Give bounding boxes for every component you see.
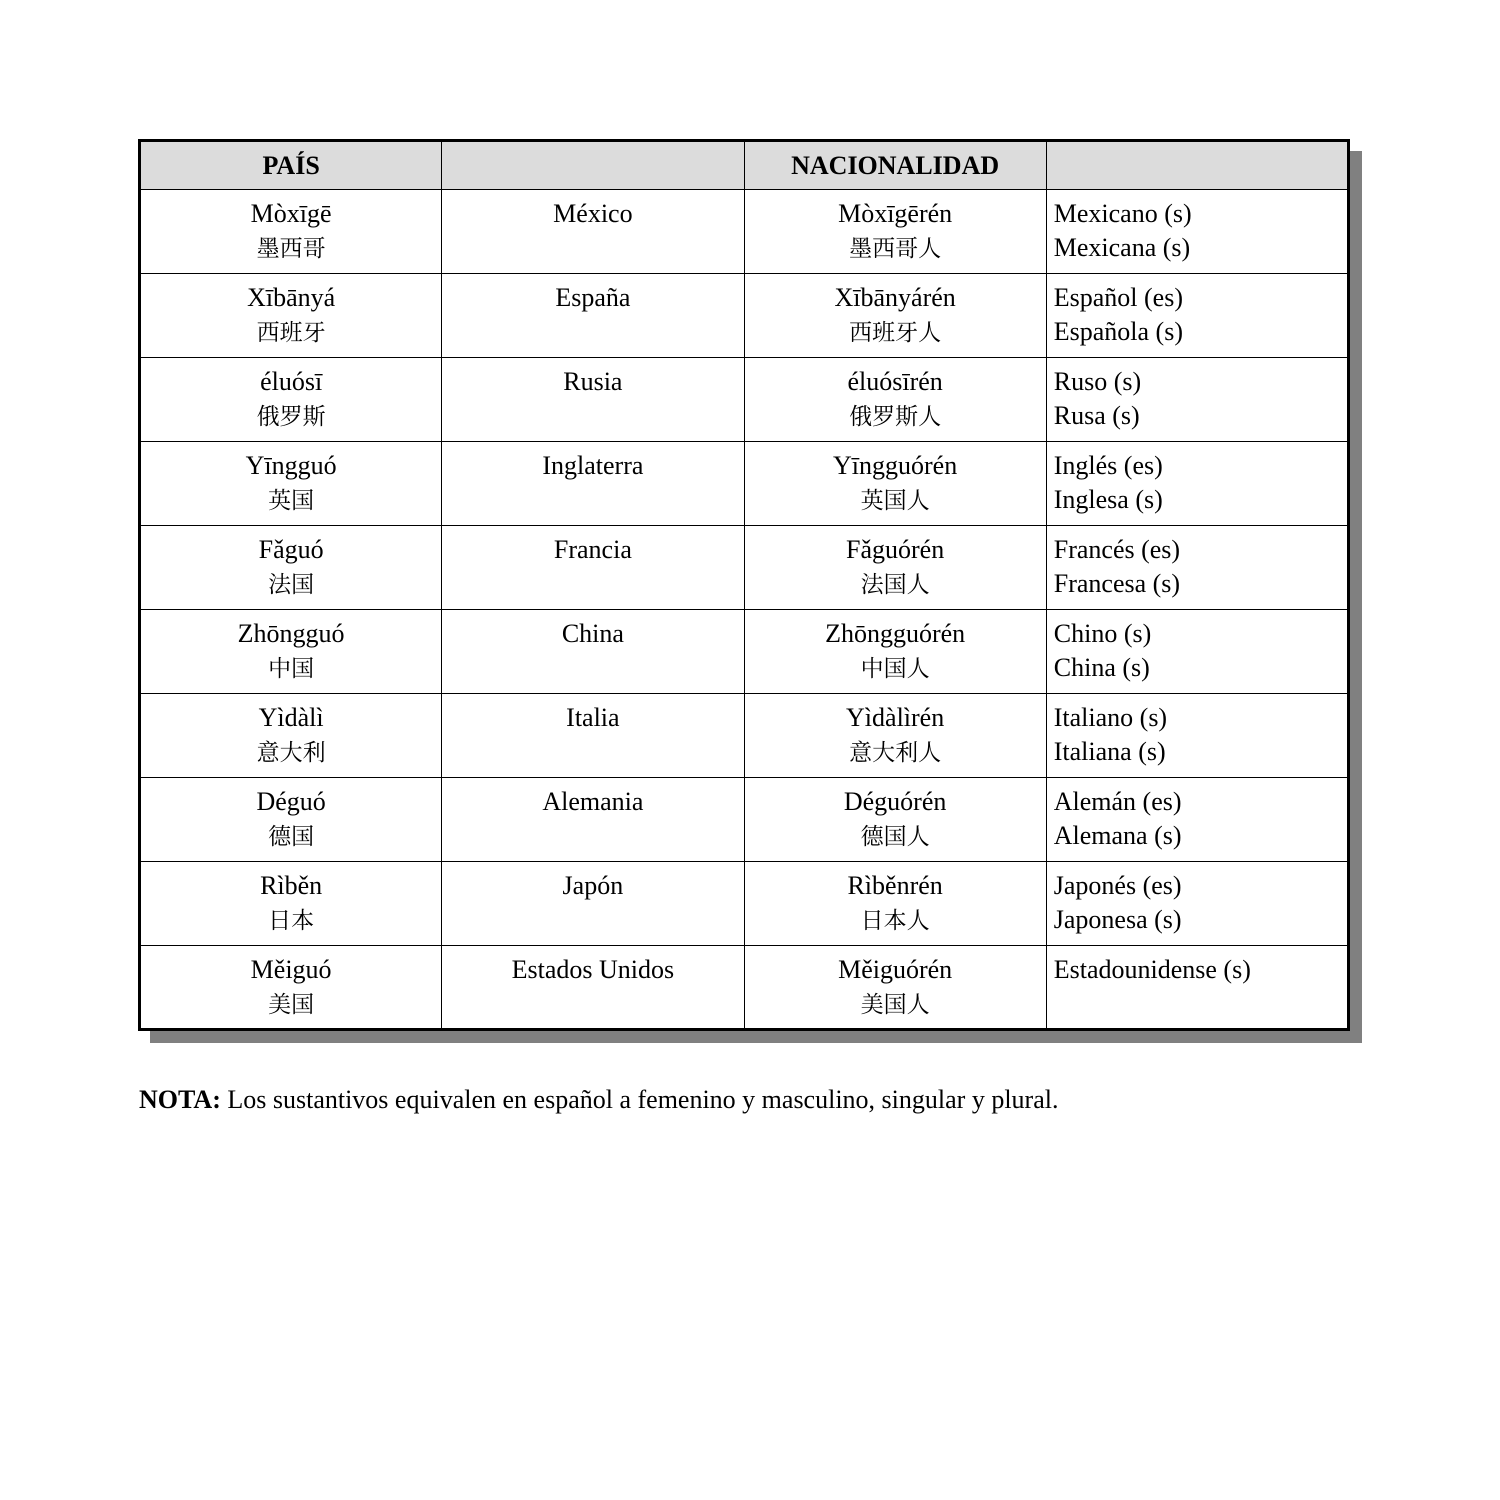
- cell-pais-es: [442, 946, 744, 1030]
- table-row: [140, 190, 1349, 274]
- cell-nacionalidad-es: [1046, 274, 1348, 358]
- table-row: [140, 442, 1349, 526]
- table-row: [140, 610, 1349, 694]
- countries-nationalities-table: [138, 139, 1350, 1031]
- header-nacionalidad-es: [1046, 141, 1348, 190]
- cell-nacionalidad: [744, 946, 1046, 1030]
- cell-nacionalidad-es: [1046, 778, 1348, 862]
- cell-pais-es: [442, 526, 744, 610]
- table-row: [140, 274, 1349, 358]
- cell-nacionalidad: [744, 778, 1046, 862]
- nacionalidad-masculine: Chino (s): [1053, 619, 1152, 648]
- pais-hanzi: 西班牙: [256, 320, 326, 346]
- cell-nacionalidad-es: [1046, 190, 1348, 274]
- header-nacionalidad: NACIONALIDAD: [744, 141, 1046, 190]
- pais-pinyin: Yīngguó: [245, 451, 337, 480]
- pais-spanish: México: [553, 199, 633, 228]
- nacionalidad-masculine: Mexicano (s): [1053, 199, 1192, 228]
- nacionalidad-feminine: Rusa (s): [1053, 401, 1140, 430]
- cell-nacionalidad: [744, 526, 1046, 610]
- nacionalidad-masculine: Italiano (s): [1053, 703, 1168, 732]
- header-pais: PAÍS: [140, 141, 442, 190]
- pais-hanzi: 法国: [268, 572, 315, 598]
- nacionalidad-hanzi: 德国人: [860, 824, 930, 850]
- nacionalidad-masculine: Japonés (es): [1053, 871, 1182, 900]
- nacionalidad-hanzi: 西班牙人: [849, 320, 942, 346]
- cell-nacionalidad-es: [1046, 862, 1348, 946]
- cell-pais: [140, 442, 442, 526]
- pais-hanzi: 英国: [268, 488, 315, 514]
- table-row: [140, 862, 1349, 946]
- countries-table-container: [138, 139, 1350, 1031]
- nacionalidad-feminine: Japonesa (s): [1053, 905, 1182, 934]
- pais-spanish: Italia: [566, 703, 620, 732]
- cell-nacionalidad-es: [1046, 442, 1348, 526]
- pais-hanzi: 墨西哥: [256, 236, 326, 262]
- nacionalidad-pinyin: Déguórén: [843, 787, 947, 816]
- pais-hanzi: 中国: [268, 656, 315, 682]
- pais-spanish: Francia: [553, 535, 632, 564]
- cell-nacionalidad-es: [1046, 694, 1348, 778]
- pais-spanish: Estados Unidos: [511, 955, 675, 984]
- cell-nacionalidad: [744, 274, 1046, 358]
- cell-pais: [140, 358, 442, 442]
- cell-pais: [140, 526, 442, 610]
- cell-nacionalidad-es: [1046, 526, 1348, 610]
- nacionalidad-feminine: Española (s): [1053, 317, 1183, 346]
- cell-pais-es: [442, 694, 744, 778]
- note-paragraph: [139, 1083, 1058, 1117]
- cell-pais-es: [442, 190, 744, 274]
- cell-nacionalidad-es: [1046, 358, 1348, 442]
- nacionalidad-pinyin: Zhōngguórén: [825, 619, 966, 648]
- pais-spanish: Japón: [562, 871, 624, 900]
- pais-hanzi: 德国: [268, 824, 315, 850]
- nacionalidad-hanzi: 美国人: [860, 992, 930, 1018]
- nacionalidad-feminine: Inglesa (s): [1053, 485, 1163, 514]
- pais-hanzi: 美国: [268, 992, 315, 1018]
- cell-pais-es: [442, 274, 744, 358]
- cell-pais: [140, 694, 442, 778]
- cell-pais: [140, 946, 442, 1030]
- cell-nacionalidad: [744, 358, 1046, 442]
- nacionalidad-feminine: Mexicana (s): [1053, 233, 1191, 262]
- cell-nacionalidad: [744, 190, 1046, 274]
- pais-pinyin: Rìběn: [260, 871, 323, 900]
- pais-spanish: Alemania: [542, 787, 644, 816]
- cell-pais: [140, 862, 442, 946]
- pais-pinyin: Zhōngguó: [237, 619, 345, 648]
- pais-hanzi: 俄罗斯: [256, 404, 326, 430]
- table-row: [140, 946, 1349, 1030]
- nacionalidad-masculine: Español (es): [1053, 283, 1183, 312]
- nacionalidad-pinyin: Fǎguórén: [846, 535, 945, 564]
- pais-spanish: Rusia: [563, 367, 623, 396]
- cell-pais-es: [442, 610, 744, 694]
- table-row: [140, 358, 1349, 442]
- pais-pinyin: Déguó: [256, 787, 326, 816]
- cell-pais: [140, 778, 442, 862]
- pais-pinyin: Mòxīgē: [250, 199, 332, 228]
- pais-spanish: China: [561, 619, 624, 648]
- nacionalidad-hanzi: 法国人: [860, 572, 930, 598]
- cell-nacionalidad: [744, 862, 1046, 946]
- table-row: [140, 694, 1349, 778]
- cell-nacionalidad: [744, 610, 1046, 694]
- cell-pais: [140, 190, 442, 274]
- table-row: [140, 526, 1349, 610]
- cell-pais-es: [442, 778, 744, 862]
- nacionalidad-hanzi: 英国人: [860, 488, 930, 514]
- pais-hanzi: 意大利: [256, 740, 326, 766]
- nacionalidad-pinyin: Xībānyárén: [834, 283, 956, 312]
- pais-pinyin: éluósī: [260, 367, 323, 396]
- nacionalidad-hanzi: 墨西哥人: [849, 236, 942, 262]
- cell-pais: [140, 274, 442, 358]
- table-row: [140, 778, 1349, 862]
- cell-nacionalidad: [744, 694, 1046, 778]
- nacionalidad-masculine: Inglés (es): [1053, 451, 1163, 480]
- pais-pinyin: Fǎguó: [258, 535, 324, 564]
- nacionalidad-pinyin: Měiguórén: [838, 955, 953, 984]
- nacionalidad-pinyin: Yìdàlìrén: [846, 703, 945, 732]
- nacionalidad-pinyin: Mòxīgērén: [838, 199, 953, 228]
- cell-pais-es: [442, 358, 744, 442]
- note-text: Los sustantivos equivalen en español a femenino y masculino, singular y plural.: [220, 1085, 1059, 1114]
- nacionalidad-feminine: Italiana (s): [1053, 737, 1166, 766]
- pais-pinyin: Měiguó: [250, 955, 332, 984]
- cell-pais-es: [442, 862, 744, 946]
- nacionalidad-feminine: Alemana (s): [1053, 821, 1182, 850]
- nacionalidad-pinyin: Rìběnrén: [847, 871, 943, 900]
- header-pais-es: [442, 141, 744, 190]
- pais-pinyin: Yìdàlì: [258, 703, 324, 732]
- nacionalidad-hanzi: 中国人: [860, 656, 930, 682]
- nacionalidad-feminine: China (s): [1053, 653, 1150, 682]
- pais-hanzi: 日本: [268, 908, 315, 934]
- pais-spanish: Inglaterra: [542, 451, 644, 480]
- table-header-row: [140, 141, 1349, 190]
- cell-nacionalidad-es: [1046, 946, 1348, 1030]
- nacionalidad-masculine: Alemán (es): [1053, 787, 1182, 816]
- nacionalidad-feminine: Francesa (s): [1053, 569, 1181, 598]
- nacionalidad-masculine: Francés (es): [1053, 535, 1181, 564]
- cell-nacionalidad: [744, 442, 1046, 526]
- pais-spanish: España: [555, 283, 631, 312]
- cell-pais: [140, 610, 442, 694]
- cell-nacionalidad-es: [1046, 610, 1348, 694]
- nacionalidad-pinyin: éluósīrén: [847, 367, 943, 396]
- nacionalidad-masculine: Ruso (s): [1053, 367, 1142, 396]
- nacionalidad-hanzi: 日本人: [860, 908, 930, 934]
- nacionalidad-hanzi: 意大利人: [849, 740, 942, 766]
- nacionalidad-pinyin: Yīngguórén: [833, 451, 958, 480]
- note-label: NOTA:: [139, 1085, 221, 1114]
- nacionalidad-masculine: Estadounidense (s): [1053, 955, 1251, 984]
- nacionalidad-hanzi: 俄罗斯人: [849, 404, 942, 430]
- cell-pais-es: [442, 442, 744, 526]
- pais-pinyin: Xībānyá: [247, 283, 336, 312]
